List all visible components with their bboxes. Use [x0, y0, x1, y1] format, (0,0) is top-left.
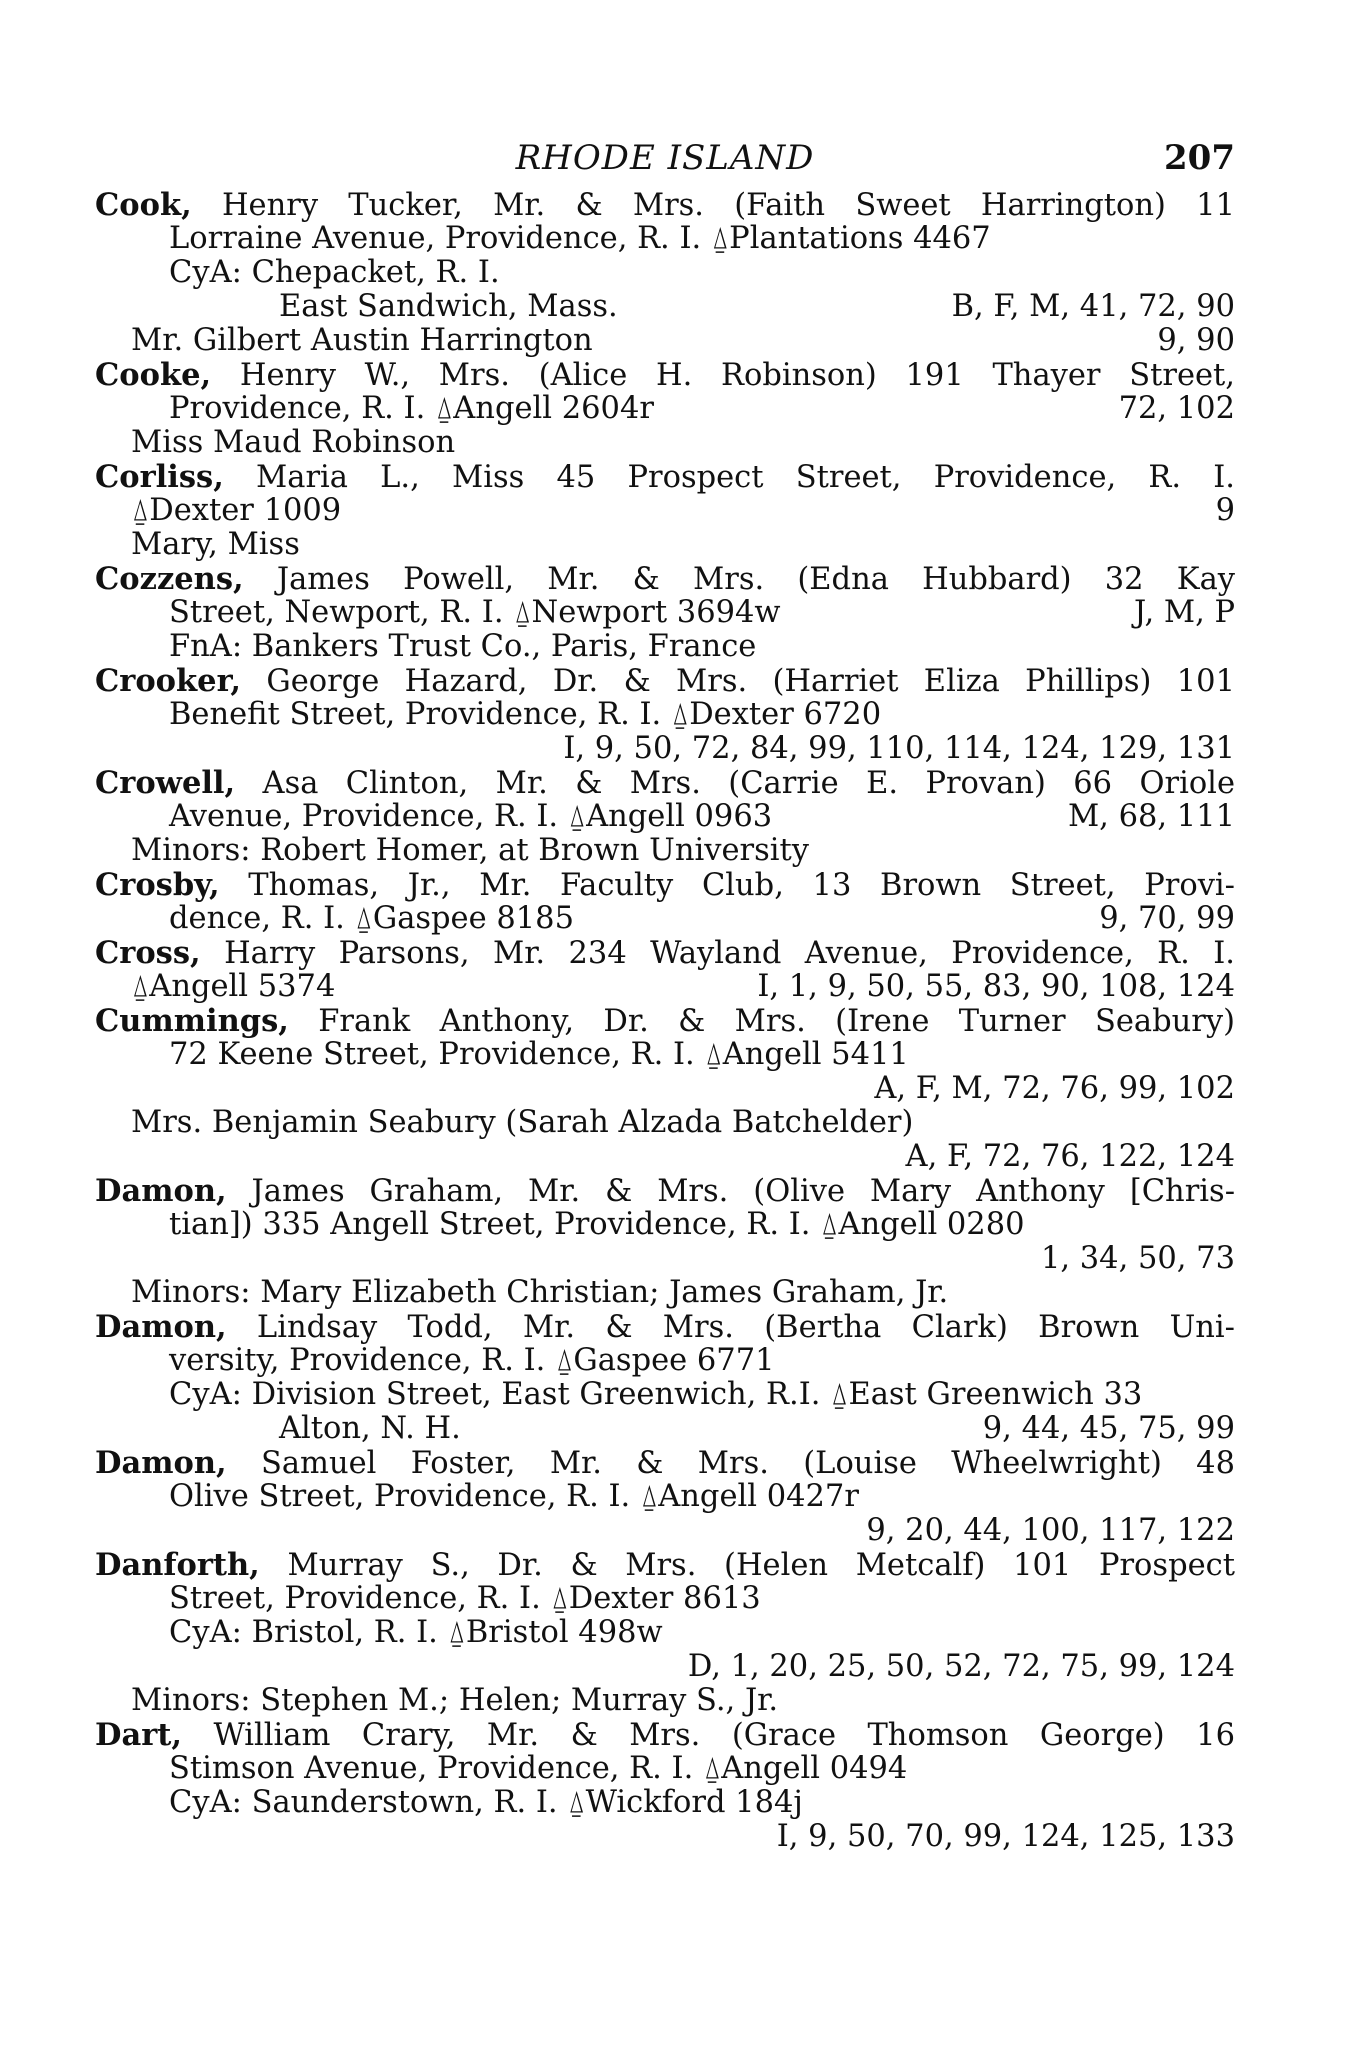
entry-line	[95, 290, 1235, 324]
entry-line	[95, 1820, 1235, 1854]
entry-line	[95, 256, 1235, 290]
entry-detail: James Powell, Mr. & Mrs. (Edna Hubbard) 32 Kay	[243, 562, 1235, 597]
entry-detail: ⍙Dexter 1009	[131, 493, 342, 528]
entry-detail: Mrs. Benjamin Seabury (Sarah Alzada Batchelder)	[131, 1105, 914, 1140]
entry-detail: Olive Street, Providence, R. I. ⍙Angell 0427r	[169, 1479, 859, 1514]
entry-text	[169, 697, 881, 732]
entry-text	[169, 255, 500, 290]
entry-detail: Benefit Street, Providence, R. I. ⍙Dexter 6720	[169, 697, 882, 732]
entry-detail: Providence, R. I. ⍙Angell 2604r	[169, 391, 654, 426]
entry-text	[169, 1037, 909, 1072]
entry-line	[95, 596, 1235, 630]
entry-detail: Harry Parsons, Mr. 234 Wayland Avenue, Providence, R. I.	[200, 936, 1235, 971]
entry-codes: J, M, P	[1134, 595, 1235, 630]
entry-surname: Damon,	[95, 1173, 227, 1209]
entry-detail: ⍙Angell 5374	[131, 969, 336, 1004]
entry-detail: versity, Providence, R. I. ⍙Gaspee 6771	[169, 1343, 775, 1378]
entry-line	[95, 902, 1235, 936]
entry-line	[95, 1242, 1235, 1276]
entry-first-line	[95, 1548, 1235, 1582]
entry-text	[169, 391, 654, 426]
entry-detail: CyA: Saunderstown, R. I. ⍙Wickford 184j	[169, 1785, 803, 1820]
entry-text	[169, 901, 574, 936]
entry-text	[95, 868, 1235, 903]
entry-codes: A, F, 72, 76, 122, 124	[905, 1139, 1235, 1174]
entry-detail: CyA: Bristol, R. I. ⍙Bristol 498w	[169, 1615, 663, 1650]
entry-detail: Minors: Mary Elizabeth Christian; James Graham, Jr.	[131, 1275, 949, 1310]
entry-codes: 72, 102	[1118, 391, 1235, 426]
entry-surname: Dart,	[95, 1717, 182, 1753]
entry-first-line	[95, 188, 1235, 222]
entry-surname: Crosby,	[95, 867, 220, 903]
entry-text	[95, 1004, 1235, 1039]
entry-detail: Lindsay Todd, Mr. & Mrs. (Bertha Clark) Brown Uni-	[226, 1310, 1235, 1345]
entry-line	[95, 1276, 1235, 1310]
entry-detail: CyA: Chepacket, R. I.	[169, 255, 500, 290]
entry-codes: 9, 20, 44, 100, 117, 122	[866, 1513, 1235, 1548]
entry-text	[131, 323, 593, 358]
entry-line	[95, 732, 1235, 766]
entry-first-line	[95, 1718, 1235, 1752]
entry-surname: Cozzens,	[95, 561, 244, 597]
entry-text	[169, 1343, 775, 1378]
entry-line	[95, 1412, 1235, 1446]
entry-detail: tian]) 335 Angell Street, Providence, R. I. ⍙Angell 0280	[169, 1207, 1025, 1242]
entry-detail: Alton, N. H.	[279, 1411, 461, 1446]
entry-line	[95, 1378, 1235, 1412]
entry-codes: I, 1, 9, 50, 55, 83, 90, 108, 124	[757, 969, 1235, 1004]
entry-text	[169, 1751, 907, 1786]
entry-first-line	[95, 1446, 1235, 1480]
entry-first-line	[95, 1310, 1235, 1344]
entry-text	[169, 595, 781, 630]
entry-line	[95, 1650, 1235, 1684]
entry-text	[131, 1683, 778, 1718]
entry-surname: Crooker,	[95, 663, 242, 699]
entry-text	[95, 1174, 1235, 1209]
entry-line	[95, 630, 1235, 664]
entry-text	[131, 1275, 948, 1310]
entry-detail: Avenue, Providence, R. I. ⍙Angell 0963	[169, 799, 773, 834]
entry-text	[95, 562, 1235, 597]
entry-text	[169, 799, 772, 834]
entry-line	[95, 1684, 1235, 1718]
entry-text	[169, 1581, 761, 1616]
page-number: 207	[1164, 138, 1235, 178]
entry-line	[95, 1344, 1235, 1378]
entry-line	[95, 1582, 1235, 1616]
entry-line	[95, 1038, 1235, 1072]
entry-first-line	[95, 460, 1235, 494]
entry-codes: 9, 90	[1157, 323, 1235, 358]
entry-detail: Street, Providence, R. I. ⍙Dexter 8613	[169, 1581, 761, 1616]
entry-text	[95, 1548, 1235, 1583]
entry-text	[131, 527, 300, 562]
entry-codes: 9, 70, 99	[1099, 901, 1235, 936]
entry-line	[95, 1072, 1235, 1106]
entry-text	[169, 1207, 1025, 1242]
entry-first-line	[95, 1004, 1235, 1038]
entry-line	[95, 1616, 1235, 1650]
entry-surname: Damon,	[95, 1445, 227, 1481]
entry-surname: Cooke,	[95, 357, 212, 393]
entry-text	[95, 358, 1235, 393]
entry-codes: M, 68, 111	[1067, 799, 1235, 834]
entry-text	[95, 766, 1235, 801]
entry-line	[95, 1106, 1235, 1140]
entry-line	[95, 494, 1235, 528]
entry-detail: Street, Newport, R. I. ⍙Newport 3694w	[169, 595, 781, 630]
entry-detail: Mr. Gilbert Austin Harrington	[131, 323, 593, 358]
page-title: RHODE ISLAND	[515, 138, 815, 178]
entry-line	[95, 1514, 1235, 1548]
entry-detail: William Crary, Mr. & Mrs. (Grace Thomson George) 16	[182, 1718, 1235, 1753]
entry-line	[95, 426, 1235, 460]
entry-text	[95, 188, 1235, 223]
entry-detail: Minors: Robert Homer, at Brown University	[131, 833, 809, 868]
entry-line	[95, 698, 1235, 732]
entry-detail: Frank Anthony, Dr. & Mrs. (Irene Turner Seabury)	[288, 1004, 1235, 1039]
entry-detail: CyA: Division Street, East Greenwich, R.I. ⍙East Greenwich 33	[169, 1377, 1143, 1412]
entry-detail: 72 Keene Street, Providence, R. I. ⍙Angell 5411	[169, 1037, 909, 1072]
entry-first-line	[95, 358, 1235, 392]
entry-detail: James Graham, Mr. & Mrs. (Olive Mary Anthony [Chris-	[226, 1174, 1235, 1209]
entry-text	[131, 1105, 913, 1140]
entry-line	[95, 392, 1235, 426]
entry-codes: 1, 34, 50, 73	[1040, 1241, 1235, 1276]
entry-first-line	[95, 766, 1235, 800]
entry-text	[131, 969, 335, 1004]
entry-detail: Maria L., Miss 45 Prospect Street, Providence, R. I.	[223, 460, 1235, 495]
entry-detail: Lorraine Avenue, Providence, R. I. ⍙Plantations 4467	[169, 221, 991, 256]
entry-line	[95, 528, 1235, 562]
entry-line	[95, 800, 1235, 834]
entry-line	[95, 970, 1235, 1004]
entry-surname: Damon,	[95, 1309, 227, 1345]
entry-text	[279, 1411, 461, 1446]
entry-text	[169, 221, 991, 256]
entry-detail: Murray S., Dr. & Mrs. (Helen Metcalf) 101 Prospect	[259, 1548, 1235, 1583]
entry-surname: Corliss,	[95, 459, 224, 495]
entry-line	[95, 834, 1235, 868]
page-header	[95, 138, 1235, 188]
entry-detail: Samuel Foster, Mr. & Mrs. (Louise Wheelwright) 48	[226, 1446, 1235, 1481]
entry-detail: Minors: Stephen M.; Helen; Murray S., Jr.	[131, 1683, 779, 1718]
entry-line	[95, 1786, 1235, 1820]
entry-line	[95, 1752, 1235, 1786]
entry-detail: Stimson Avenue, Providence, R. I. ⍙Angell 0494	[169, 1751, 908, 1786]
entry-text	[95, 1310, 1235, 1345]
entry-surname: Cross,	[95, 935, 201, 971]
entry-codes: 9, 44, 45, 75, 99	[982, 1411, 1235, 1446]
entry-first-line	[95, 664, 1235, 698]
entry-text	[131, 493, 341, 528]
entry-codes: D, 1, 20, 25, 50, 52, 72, 75, 99, 124	[687, 1649, 1235, 1684]
entry-text	[169, 1377, 1142, 1412]
entry-detail: Thomas, Jr., Mr. Faculty Club, 13 Brown Street, Provi-	[219, 868, 1235, 903]
entry-text	[169, 1785, 803, 1820]
entry-detail: Henry W., Mrs. (Alice H. Robinson) 191 Thayer Street,	[211, 358, 1235, 393]
entry-codes: I, 9, 50, 70, 99, 124, 125, 133	[776, 1819, 1235, 1854]
entry-detail: George Hazard, Dr. & Mrs. (Harriet Eliza Phillips) 101	[241, 664, 1235, 699]
entry-detail: FnA: Bankers Trust Co., Paris, France	[169, 629, 757, 664]
entry-codes: 9	[1215, 493, 1235, 528]
entry-line	[95, 1480, 1235, 1514]
entry-surname: Cook,	[95, 187, 192, 223]
entry-text	[169, 1615, 663, 1650]
entry-detail: Mary, Miss	[131, 527, 300, 562]
entry-text	[95, 664, 1235, 699]
entry-detail: Henry Tucker, Mr. & Mrs. (Faith Sweet Harrington) 11	[191, 188, 1235, 223]
entry-codes: B, F, M, 41, 72, 90	[951, 289, 1235, 324]
entry-first-line	[95, 868, 1235, 902]
entry-first-line	[95, 562, 1235, 596]
entry-surname: Cummings,	[95, 1003, 289, 1039]
entry-text	[131, 833, 809, 868]
entry-text	[169, 629, 756, 664]
entry-text	[95, 1446, 1235, 1481]
entry-first-line	[95, 936, 1235, 970]
entry-detail: Asa Clinton, Mr. & Mrs. (Carrie E. Provan) 66 Oriole	[235, 766, 1235, 801]
entry-detail: East Sandwich, Mass.	[279, 289, 618, 324]
entry-line	[95, 1140, 1235, 1174]
entry-text	[95, 936, 1235, 971]
entry-surname: Crowell,	[95, 765, 236, 801]
entry-codes: I, 9, 50, 72, 84, 99, 110, 114, 124, 129, 131	[563, 731, 1235, 766]
entry-surname: Danforth,	[95, 1547, 260, 1583]
entry-text	[279, 289, 618, 324]
directory-entries	[95, 188, 1235, 1854]
entry-text	[169, 1479, 859, 1514]
entry-first-line	[95, 1174, 1235, 1208]
directory-page	[95, 138, 1235, 1854]
entry-text	[131, 425, 455, 460]
entry-detail: Miss Maud Robinson	[131, 425, 456, 460]
entry-line	[95, 1208, 1235, 1242]
entry-line	[95, 324, 1235, 358]
entry-detail: dence, R. I. ⍙Gaspee 8185	[169, 901, 574, 936]
entry-text	[95, 460, 1235, 495]
entry-line	[95, 222, 1235, 256]
entry-text	[95, 1718, 1235, 1753]
entry-codes: A, F, M, 72, 76, 99, 102	[874, 1071, 1235, 1106]
